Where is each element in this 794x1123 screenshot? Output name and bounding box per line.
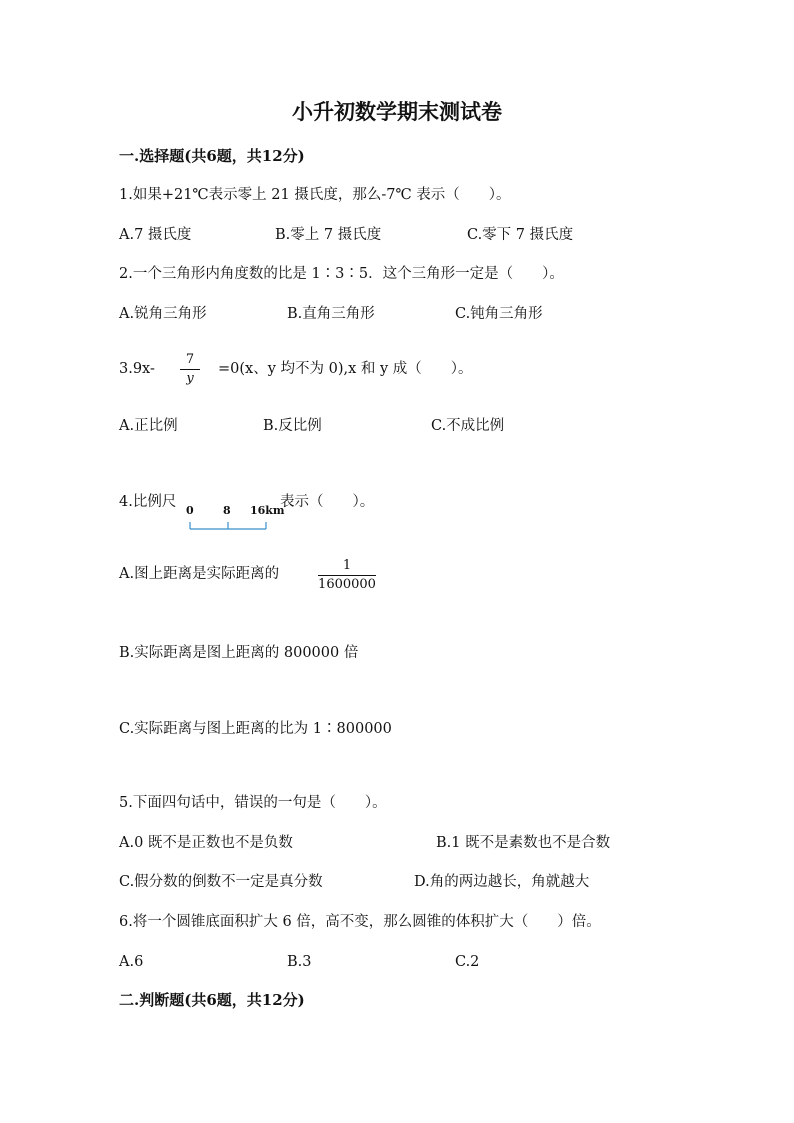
question-1-option-a: A.7 摄氏度 bbox=[119, 227, 192, 243]
question-2-option-c: C.钝角三角形 bbox=[455, 306, 543, 322]
question-3-suffix: =0(x、y 均不为 0),x 和 y 成（ ）。 bbox=[218, 361, 473, 377]
question-5-stem: 5.下面四句话中，错误的一句是（ ）。 bbox=[119, 795, 387, 811]
question-1-option-b: B.零上 7 摄氏度 bbox=[275, 227, 382, 243]
section-heading-judgment: 二.判断题(共6题，共12分) bbox=[119, 991, 305, 1009]
question-6-option-a: A.6 bbox=[119, 954, 144, 970]
scale-label-8: 8 bbox=[223, 504, 231, 517]
scale-bar-line bbox=[186, 505, 276, 535]
question-6-option-c: C.2 bbox=[455, 954, 480, 970]
question-5-option-c: C.假分数的倒数不一定是真分数 bbox=[119, 874, 323, 890]
question-6-option-b: B.3 bbox=[287, 954, 312, 970]
fraction-numerator: 7 bbox=[185, 352, 195, 367]
question-3-option-b: B.反比例 bbox=[263, 418, 322, 434]
question-4-prefix: 4.比例尺 bbox=[119, 494, 177, 510]
question-2-stem: 2.一个三角形内角度数的比是 1∶3∶5．这个三角形一定是（ ）。 bbox=[119, 266, 564, 282]
scale-label-0: 0 bbox=[186, 504, 194, 517]
scale-bar-diagram bbox=[186, 504, 285, 535]
section-heading-choice: 一.选择题(共6题，共12分) bbox=[119, 147, 305, 165]
question-5-option-b: B.1 既不是素数也不是合数 bbox=[436, 835, 611, 851]
question-1-stem: 1.如果+21℃表示零上 21 摄氏度，那么-7℃ 表示（ ）。 bbox=[119, 187, 511, 203]
scale-label-16km: 16km bbox=[250, 504, 285, 517]
question-6-stem: 6.将一个圆锥底面积扩大 6 倍，高不变，那么圆锥的体积扩大（ ）倍。 bbox=[119, 914, 601, 930]
question-2-option-b: B.直角三角形 bbox=[287, 306, 375, 322]
question-3-fraction bbox=[180, 352, 200, 387]
question-2-option-a: A.锐角三角形 bbox=[119, 306, 207, 322]
question-4-option-c: C.实际距离与图上距离的比为 1∶800000 bbox=[119, 721, 392, 737]
question-4-option-a: A.图上距离是实际距离的 bbox=[119, 566, 280, 582]
page-title: 小升初数学期末测试卷 bbox=[292, 99, 502, 124]
question-5-option-a: A.0 既不是正数也不是负数 bbox=[119, 835, 293, 851]
question-4-suffix: 表示（ ）。 bbox=[280, 494, 375, 510]
question-4-option-b: B.实际距离是图上距离的 800000 倍 bbox=[119, 645, 359, 661]
fraction-denominator: y bbox=[186, 371, 194, 386]
fraction-denominator: 1600000 bbox=[318, 577, 376, 592]
fraction-bar bbox=[318, 575, 376, 576]
question-3-prefix: 3.9x- bbox=[119, 361, 155, 377]
fraction-bar bbox=[180, 369, 200, 370]
fraction-numerator: 1 bbox=[342, 558, 352, 573]
question-3-option-a: A.正比例 bbox=[119, 418, 178, 434]
question-3-option-c: C.不成比例 bbox=[431, 418, 505, 434]
question-4-option-a-fraction bbox=[318, 558, 376, 593]
question-1-option-c: C.零下 7 摄氏度 bbox=[467, 227, 574, 243]
question-5-option-d: D.角的两边越长，角就越大 bbox=[414, 874, 590, 890]
